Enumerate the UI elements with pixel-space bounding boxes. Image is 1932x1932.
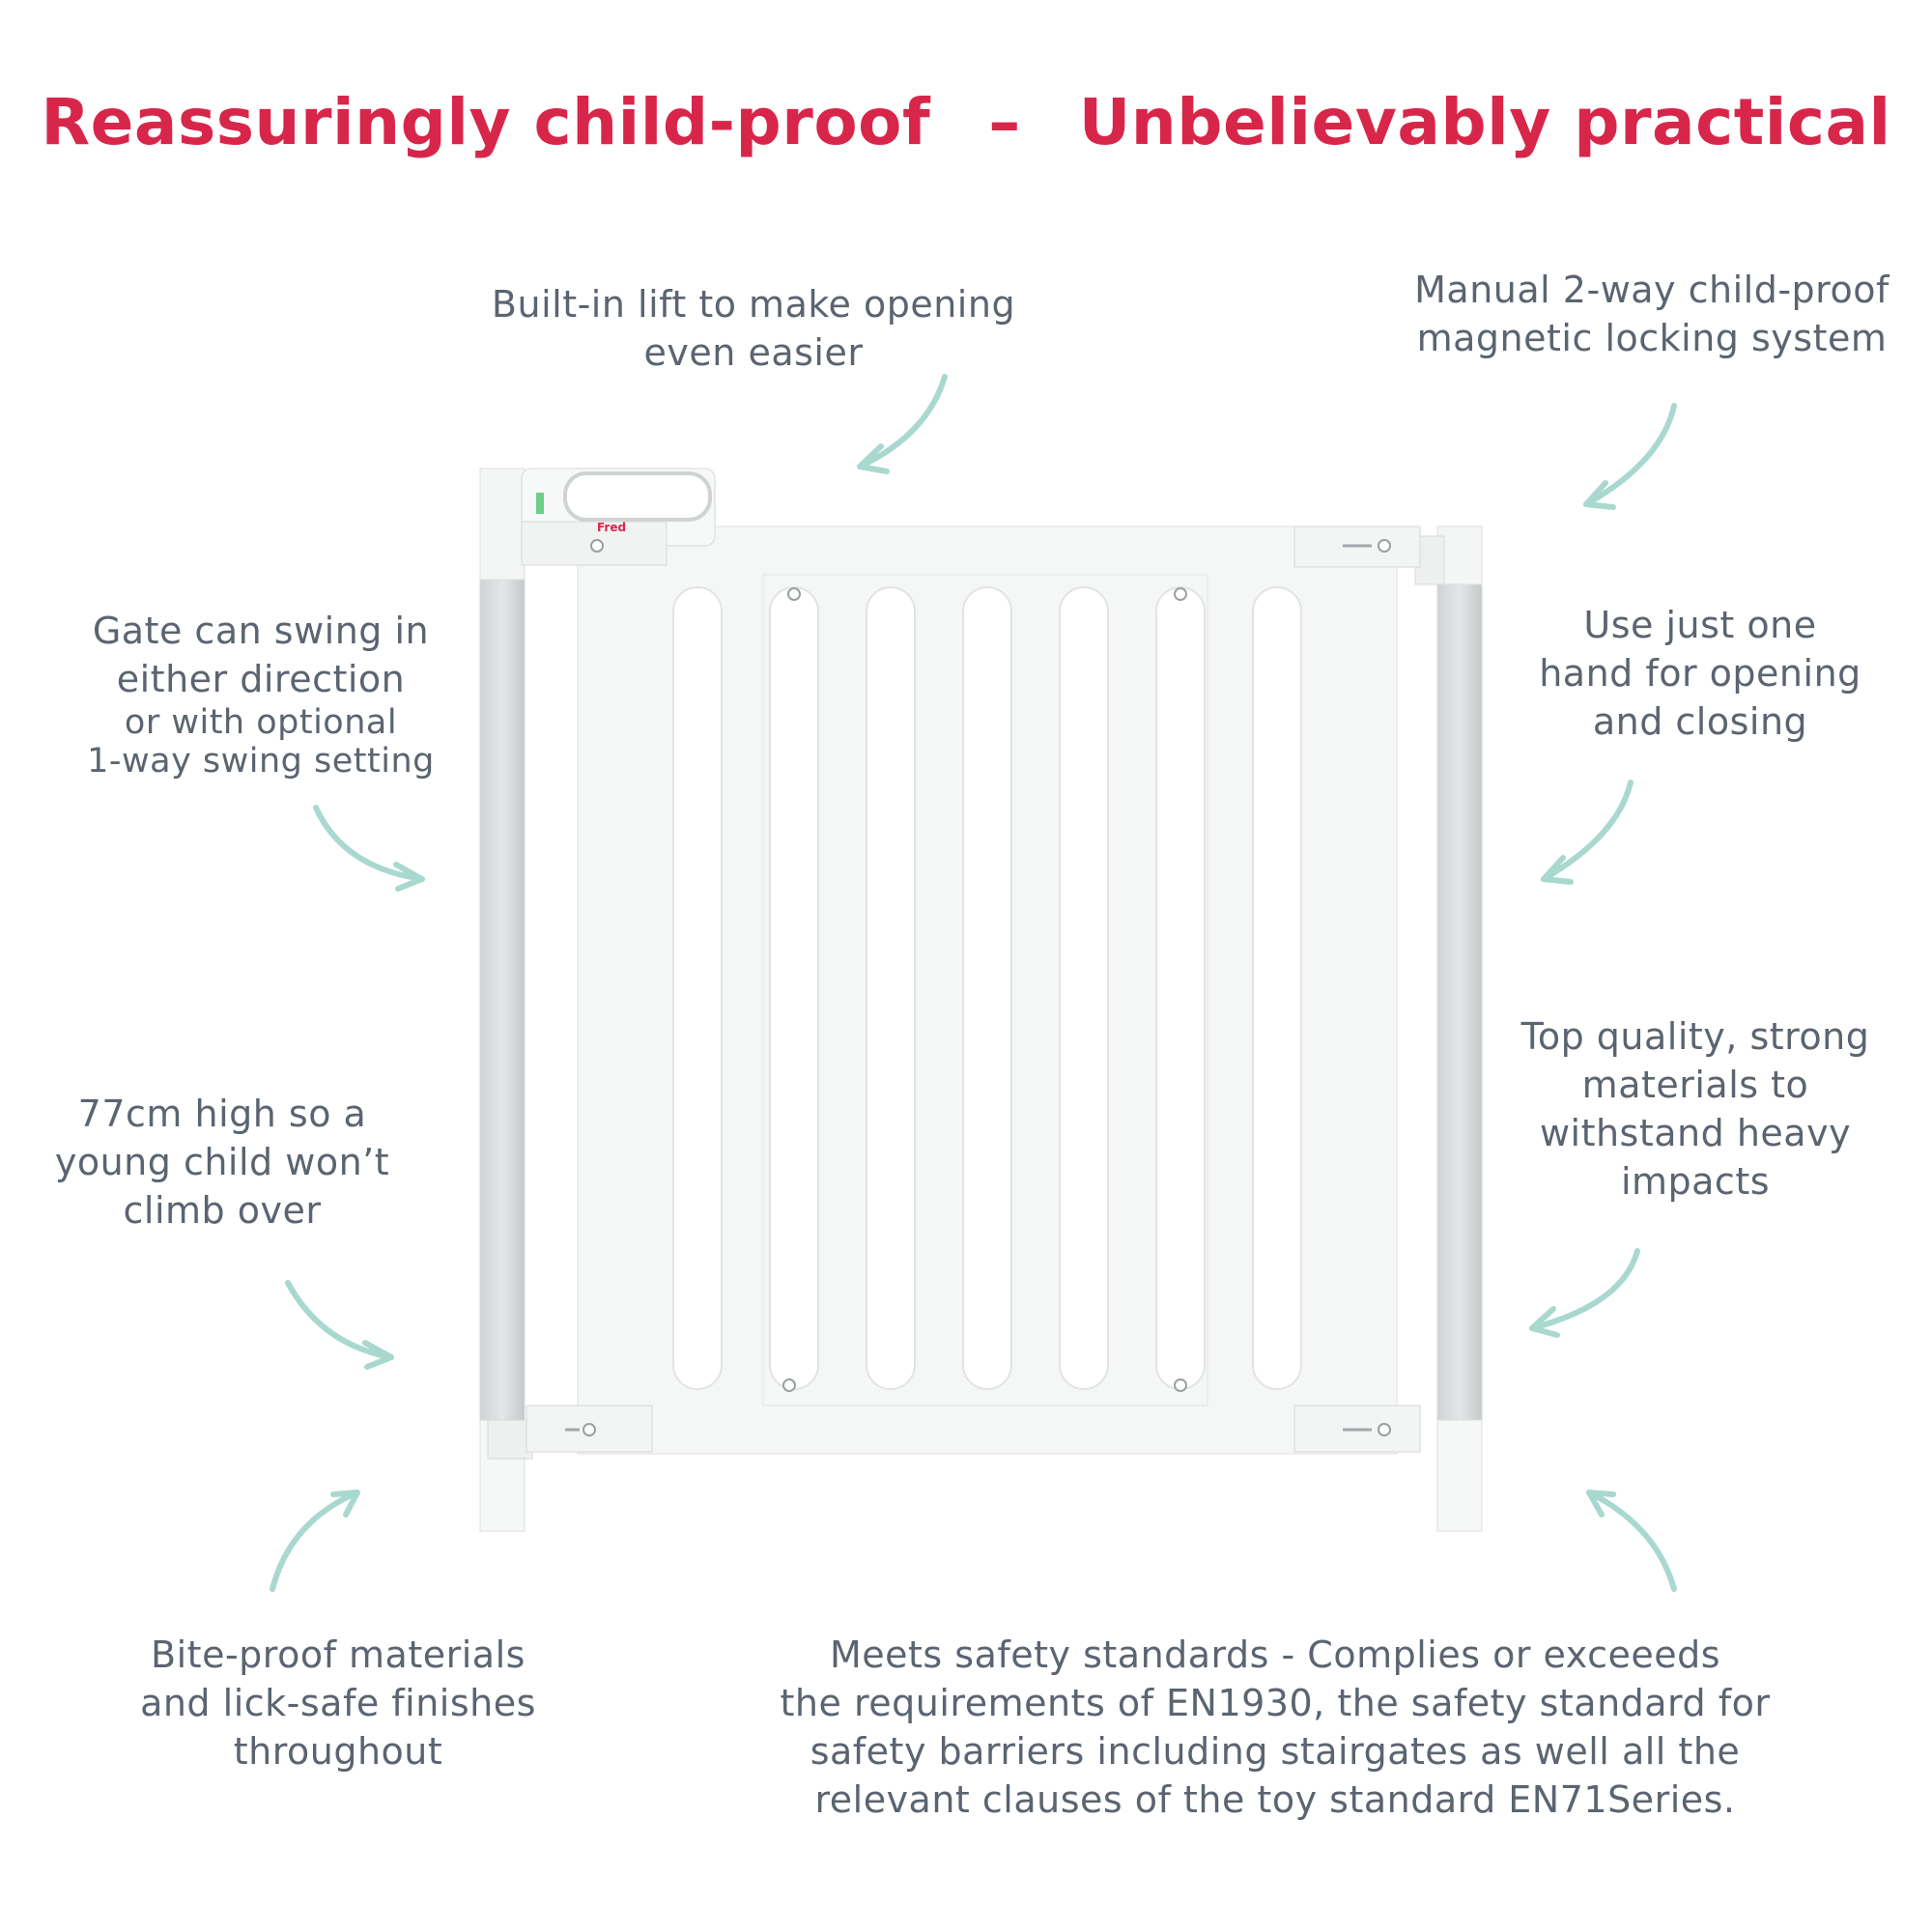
brand-label: Fred	[597, 521, 627, 534]
callout-swing	[48, 607, 473, 781]
callout-line: even easier	[643, 331, 864, 374]
callout-line: 77cm high so a	[77, 1093, 367, 1135]
callout-height	[19, 1090, 425, 1235]
curved-arrow-icon	[1532, 1251, 1637, 1335]
curved-arrow-icon	[272, 1492, 357, 1589]
curved-arrow-icon	[288, 1283, 391, 1367]
callout-line: throughout	[233, 1730, 443, 1773]
curved-arrow-icon	[1586, 406, 1674, 507]
callout-line: impacts	[1620, 1160, 1771, 1203]
callout-line: and closing	[1592, 700, 1808, 743]
headline-separator: –	[988, 85, 1021, 159]
callout-line: either direction	[116, 658, 406, 700]
callout-line: Gate can swing in	[92, 610, 430, 652]
callout-one-hand	[1478, 601, 1922, 746]
callout-line: or with optional	[124, 703, 398, 742]
callout-line: Manual 2-way child-proof	[1414, 269, 1889, 311]
callout-line: magnetic locking system	[1416, 317, 1888, 359]
callout-line: 1-way swing setting	[87, 742, 435, 781]
curved-arrow-icon	[316, 808, 422, 889]
callout-line: withstand heavy	[1539, 1112, 1852, 1154]
right-post	[1415, 526, 1482, 1531]
callout-quality	[1473, 1012, 1918, 1206]
callout-lift	[464, 280, 1043, 377]
callout-line: climb over	[123, 1189, 322, 1232]
callout-lock	[1381, 266, 1922, 362]
curved-arrow-icon	[860, 377, 945, 471]
callout-line: materials to	[1581, 1064, 1809, 1106]
callout-line: Use just one	[1583, 604, 1817, 646]
headline-right: Unbelievably practical	[1078, 85, 1891, 159]
headline-left: Reassuringly child-proof	[41, 85, 931, 159]
callout-line: young child won’t	[54, 1141, 390, 1183]
callout-line: Bite-proof materials	[151, 1634, 526, 1676]
callout-line: hand for opening	[1539, 652, 1861, 695]
callout-line: Meets safety standards - Complies or exceeeds	[829, 1634, 1721, 1676]
callout-line: and lick-safe finishes	[140, 1682, 536, 1724]
callout-line: safety barriers including stairgates as well all the	[810, 1730, 1741, 1773]
curved-arrow-icon	[1589, 1492, 1674, 1589]
callout-standards	[715, 1631, 1835, 1824]
gate-panel	[578, 526, 1397, 1454]
left-post	[480, 469, 532, 1531]
callout-line: the requirements of EN1930, the safety standard for	[780, 1682, 1771, 1724]
callout-line: relevant clauses of the toy standard EN71Series.	[814, 1778, 1736, 1821]
callout-line: Built-in lift to make opening	[491, 283, 1016, 326]
callout-line: Top quality, strong	[1520, 1015, 1870, 1058]
curved-arrow-icon	[1544, 782, 1631, 882]
callout-bite	[106, 1631, 570, 1776]
